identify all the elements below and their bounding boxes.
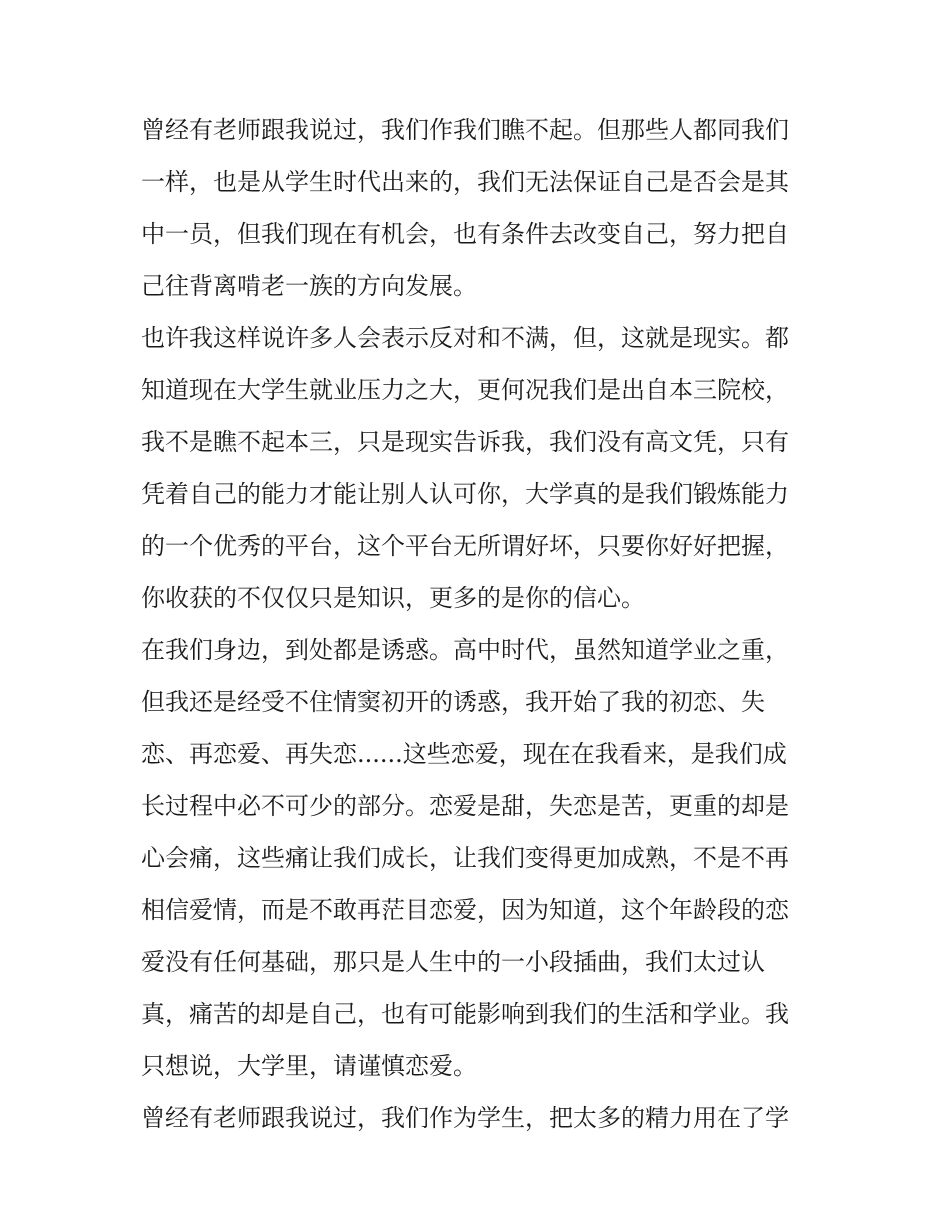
- text-line: 曾经有老师跟我说过，我们作为学生，把太多的精力用在了学: [141, 1104, 789, 1132]
- text-line: 我不是瞧不起本三，只是现实告诉我，我们没有高文凭，只有: [141, 428, 789, 456]
- text-line: 相信爱情，而是不敢再茫目恋爱，因为知道，这个年龄段的恋: [141, 896, 789, 924]
- text-line: 曾经有老师跟我说过，我们作我们瞧不起。但那些人都同我们: [141, 116, 789, 144]
- text-line: 知道现在大学生就业压力之大，更何况我们是出自本三院校，: [141, 376, 789, 404]
- text-line: 恋、再恋爱、再失恋......这些恋爱，现在在我看来，是我们成: [141, 740, 787, 768]
- text-line: 心会痛，这些痛让我们成长，让我们变得更加成熟，不是不再: [141, 844, 789, 872]
- text-line: 真，痛苦的却是自己，也有可能影响到我们的生活和学业。我: [141, 1000, 789, 1028]
- text-line: 你收获的不仅仅只是知识，更多的是你的信心。: [141, 584, 645, 612]
- text-line: 在我们身边，到处都是诱惑。高中时代，虽然知道学业之重，: [141, 636, 789, 664]
- text-line: 长过程中必不可少的部分。恋爱是甜，失恋是苦，更重的却是: [141, 792, 789, 820]
- text-line: 但我还是经受不住情窦初开的诱惑，我开始了我的初恋、失: [141, 688, 765, 716]
- text-line: 一样，也是从学生时代出来的，我们无法保证自己是否会是其: [141, 168, 789, 196]
- text-line: 中一员，但我们现在有机会，也有条件去改变自己，努力把自: [141, 220, 789, 248]
- text-line: 己往背离啃老一族的方向发展。: [141, 272, 477, 300]
- text-line: 爱没有任何基础，那只是人生中的一小段插曲，我们太过认: [141, 948, 765, 976]
- text-line: 的一个优秀的平台，这个平台无所谓好坏，只要你好好把握，: [141, 532, 789, 560]
- text-line: 凭着自己的能力才能让别人认可你，大学真的是我们锻炼能力: [141, 480, 789, 508]
- body-text: [141, 104, 813, 1144]
- text-line: 只想说，大学里，请谨慎恋爱。: [141, 1052, 477, 1080]
- text-line: 也许我这样说许多人会表示反对和不满，但，这就是现实。都: [141, 324, 789, 352]
